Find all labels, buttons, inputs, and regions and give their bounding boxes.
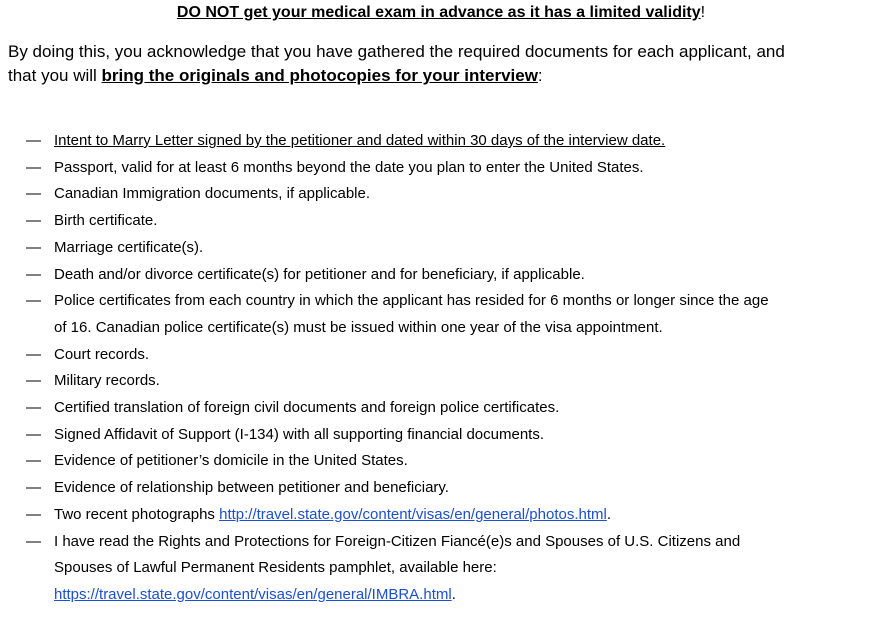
list-item-intent-to-marry [0,128,882,155]
list-item-text: Canadian Immigration documents, if applicable. [54,185,371,203]
dash-bullet: — [26,479,41,497]
list-item-text: Intent to Marry Letter signed by the petitioner and dated within 30 days of the interview date. [54,132,666,149]
dash-bullet: — [26,265,41,283]
dash-bullet: — [26,238,41,256]
list-item-certified-translation [0,395,882,422]
dash-bullet: — [26,185,41,203]
list-item-text: Evidence of petitioner’s domicile in the United States. [54,452,408,470]
intro-line-2 [8,64,874,88]
list-item-link-line [54,582,882,609]
dash-bullet: — [26,452,41,470]
warning-text: DO NOT get your medical exam in advance as it has a limited validity [176,4,701,21]
dash-bullet: — [26,132,41,149]
dash-bullet: — [26,425,41,443]
intro-line-1: By doing this, you acknowledge that you have gathered the required documents for each applicant, and [8,42,785,61]
list-item-text: Signed Affidavit of Support (I-134) with all supporting financial documents. [54,425,545,443]
dash-bullet: — [26,372,41,390]
list-item-imbra-pamphlet [0,529,882,609]
medical-exam-warning [0,3,882,23]
dash-bullet: — [26,292,41,310]
list-item-text: Military records. [54,372,160,390]
list-item-police-certificates [0,288,882,341]
dash-bullet: — [26,399,41,417]
intro-bring-originals: bring the originals and photocopies for your interview [101,66,538,85]
dash-bullet: — [26,212,41,230]
list-item-suffix: . [606,505,612,523]
list-item-text: Passport, valid for at least 6 months beyond the date you plan to enter the United States. [54,158,644,176]
list-item-text-line-1: Police certificates from each country in which the applicant has resided for 6 months or longer since the age [54,292,769,310]
list-item-domicile [0,448,882,475]
list-item-text-line-2: Spouses of Lawful Permanent Residents pamphlet, available here: [54,559,497,577]
list-item-military-records [0,368,882,395]
list-item-marriage-certificate [0,235,882,262]
imbra-link[interactable]: https://travel.state.gov/content/visas/en/general/IMBRA.html [54,585,452,603]
list-item-affidavit-of-support [0,422,882,449]
list-item-birth-certificate [0,208,882,235]
intro-line-2-prefix: that you will [8,66,102,85]
list-item-suffix: . [451,585,456,603]
list-item-text: Certified translation of foreign civil documents and foreign police certificates. [54,399,560,417]
list-item-canadian-immigration [0,181,882,208]
warning-exclamation: ! [700,4,706,21]
list-item-text: Court records. [54,345,150,363]
list-item-relationship-evidence [0,475,882,502]
list-item-death-divorce [0,262,882,289]
dash-bullet: — [26,532,41,550]
photos-link[interactable]: http://travel.state.gov/content/visas/en/general/photos.html [219,505,607,523]
list-item-text: Evidence of relationship between petitioner and beneficiary. [54,479,449,497]
list-item-passport [0,155,882,182]
list-item-text-line-1: I have read the Rights and Protections for Foreign-Citizen Fiancé(e)s and Spouses of U.S. Citizens and [54,532,741,550]
list-item-text: Death and/or divorce certificate(s) for petitioner and for beneficiary, if applicable. [54,265,585,283]
dash-bullet: — [26,345,41,363]
list-item-text: Two recent photographs [54,505,220,523]
intro-line-2-suffix: : [537,66,543,85]
required-documents-list [0,128,882,609]
list-item-photographs [0,502,882,529]
list-item-text-line-2: of 16. Canadian police certificate(s) must be issued within one year of the visa appointment. [54,318,663,336]
list-item-text: Marriage certificate(s). [54,238,204,256]
dash-bullet: — [26,158,41,176]
acknowledgement-paragraph [8,40,874,88]
list-item-text: Birth certificate. [54,212,158,230]
dash-bullet: — [26,505,41,523]
list-item-court-records [0,342,882,369]
